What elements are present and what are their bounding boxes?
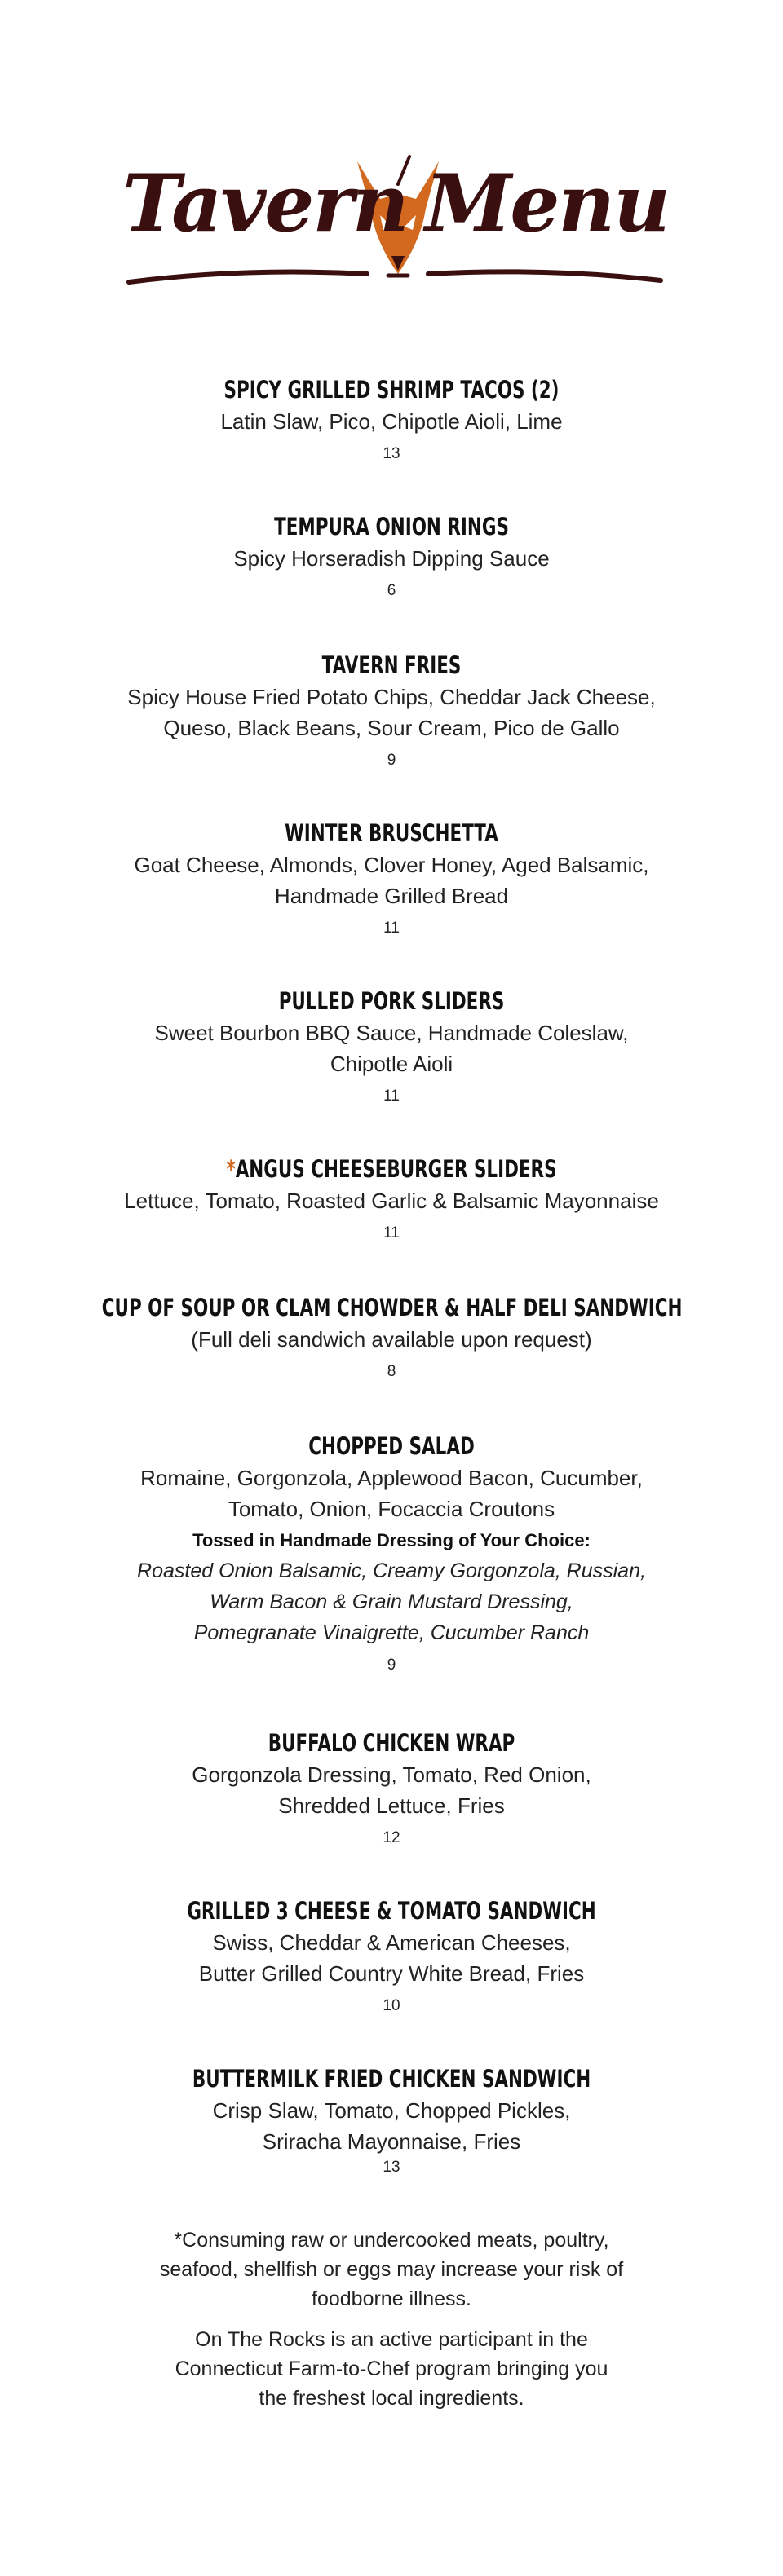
item-name: PULLED PORK SLIDERS bbox=[278, 987, 505, 1015]
item-price: 12 bbox=[383, 1829, 400, 1846]
dressing-option-line: Roasted Onion Balsamic, Creamy Gorgonzola, Russian, bbox=[137, 1559, 646, 1582]
raw-food-warning bbox=[0, 2225, 783, 2314]
item-desc: (Full deli sandwich available upon request) bbox=[191, 1327, 592, 1352]
item-desc: Goat Cheese, Almonds, Clover Honey, Aged Balsamic, bbox=[134, 853, 649, 877]
item-desc: Spicy House Fried Potato Chips, Cheddar Jack Cheese, bbox=[127, 685, 656, 709]
logo-word-menu: Menu bbox=[425, 157, 669, 249]
menu-item bbox=[0, 1430, 783, 1676]
item-desc: Latin Slaw, Pico, Chipotle Aioli, Lime bbox=[220, 409, 563, 434]
item-price: 11 bbox=[383, 1087, 400, 1105]
item-desc: Spicy Horseradish Dipping Sauce bbox=[233, 546, 550, 571]
menu-item bbox=[0, 1291, 783, 1383]
farm-note-line: On The Rocks is an active participant in the bbox=[195, 2328, 588, 2351]
warning-line: seafood, shellfish or eggs may increase your risk of bbox=[159, 2258, 624, 2281]
item-price: 6 bbox=[387, 582, 396, 599]
item-name: GRILLED 3 CHEESE & TOMATO SANDWICH bbox=[187, 1897, 596, 1925]
farm-note-line: Connecticut Farm-to-Chef program bringing you bbox=[175, 2358, 608, 2380]
item-desc: Sriracha Mayonnaise, Fries bbox=[262, 2129, 521, 2154]
item-price: 11 bbox=[383, 920, 400, 937]
item-name: SPICY GRILLED SHRIMP TACOS (2) bbox=[223, 376, 560, 404]
menu-item bbox=[0, 985, 783, 1107]
item-desc: Sweet Bourbon BBQ Sauce, Handmade Coleslaw, bbox=[154, 1021, 629, 1045]
dressing-option-line: Pomegranate Vinaigrette, Cucumber Ranch bbox=[193, 1621, 590, 1644]
item-desc: Swiss, Cheddar & American Cheeses, bbox=[212, 1930, 571, 1955]
item-desc: Queso, Black Beans, Sour Cream, Pico de Gallo bbox=[163, 716, 620, 740]
item-name bbox=[102, 1153, 681, 1185]
item-desc: Crisp Slaw, Tomato, Chopped Pickles, bbox=[212, 2098, 571, 2123]
item-desc: Butter Grilled Country White Bread, Fries bbox=[198, 1961, 585, 1986]
item-price: 10 bbox=[383, 1997, 400, 2014]
tavern-menu-logo bbox=[122, 152, 669, 307]
item-price: 8 bbox=[387, 1363, 396, 1380]
item-price: 11 bbox=[383, 1224, 400, 1242]
warning-line: foodborne illness. bbox=[312, 2287, 471, 2310]
farm-to-chef-note bbox=[0, 2325, 783, 2413]
item-desc: Shredded Lettuce, Fries bbox=[278, 1793, 505, 1818]
item-desc: Lettuce, Tomato, Roasted Garlic & Balsamic Mayonnaise bbox=[124, 1189, 659, 1213]
item-name: CHOPPED SALAD bbox=[308, 1432, 475, 1460]
item-desc: Romaine, Gorgonzola, Applewood Bacon, Cucumber, bbox=[140, 1466, 643, 1490]
item-name: CUP OF SOUP OR CLAM CHOWDER & HALF DELI SANDWICH bbox=[101, 1294, 683, 1321]
item-price: 13 bbox=[383, 2159, 400, 2176]
farm-note-line: the freshest local ingredients. bbox=[259, 2387, 524, 2410]
logo-word-tavern: Tavern bbox=[122, 157, 408, 249]
right-swash bbox=[428, 271, 661, 280]
item-name: BUTTERMILK FRIED CHICKEN SANDWICH bbox=[192, 2065, 591, 2093]
menu-item bbox=[0, 817, 783, 939]
menu-item bbox=[0, 1153, 783, 1244]
item-price: 9 bbox=[387, 752, 396, 769]
item-desc: Gorgonzola Dressing, Tomato, Red Onion, bbox=[192, 1762, 591, 1787]
menu-item bbox=[0, 2062, 783, 2178]
item-desc: Handmade Grilled Bread bbox=[274, 884, 509, 908]
menu-item bbox=[0, 1727, 783, 1849]
warning-line: *Consuming raw or undercooked meats, poultry, bbox=[174, 2229, 609, 2252]
item-price: 13 bbox=[383, 445, 400, 462]
item-name: BUFFALO CHICKEN WRAP bbox=[268, 1729, 515, 1757]
raw-warning-asterisk: * bbox=[226, 1155, 236, 1183]
dressing-heading: Tossed in Handmade Dressing of Your Choice: bbox=[192, 1530, 591, 1550]
item-name: TAVERN FRIES bbox=[321, 651, 462, 679]
item-name: TEMPURA ONION RINGS bbox=[274, 513, 509, 540]
menu-item bbox=[0, 510, 783, 602]
item-desc: Tomato, Onion, Focaccia Croutons bbox=[228, 1497, 555, 1521]
dressing-option-line: Warm Bacon & Grain Mustard Dressing, bbox=[210, 1590, 573, 1613]
menu-item bbox=[0, 1895, 783, 2017]
left-swash bbox=[129, 272, 367, 282]
item-desc: Chipotle Aioli bbox=[330, 1052, 453, 1076]
item-name: WINTER BRUSCHETTA bbox=[285, 819, 498, 847]
menu-item bbox=[0, 649, 783, 771]
item-price: 9 bbox=[387, 1656, 396, 1674]
item-name-text: ANGUS CHEESEBURGER SLIDERS bbox=[235, 1155, 557, 1183]
menu-item bbox=[0, 373, 783, 465]
